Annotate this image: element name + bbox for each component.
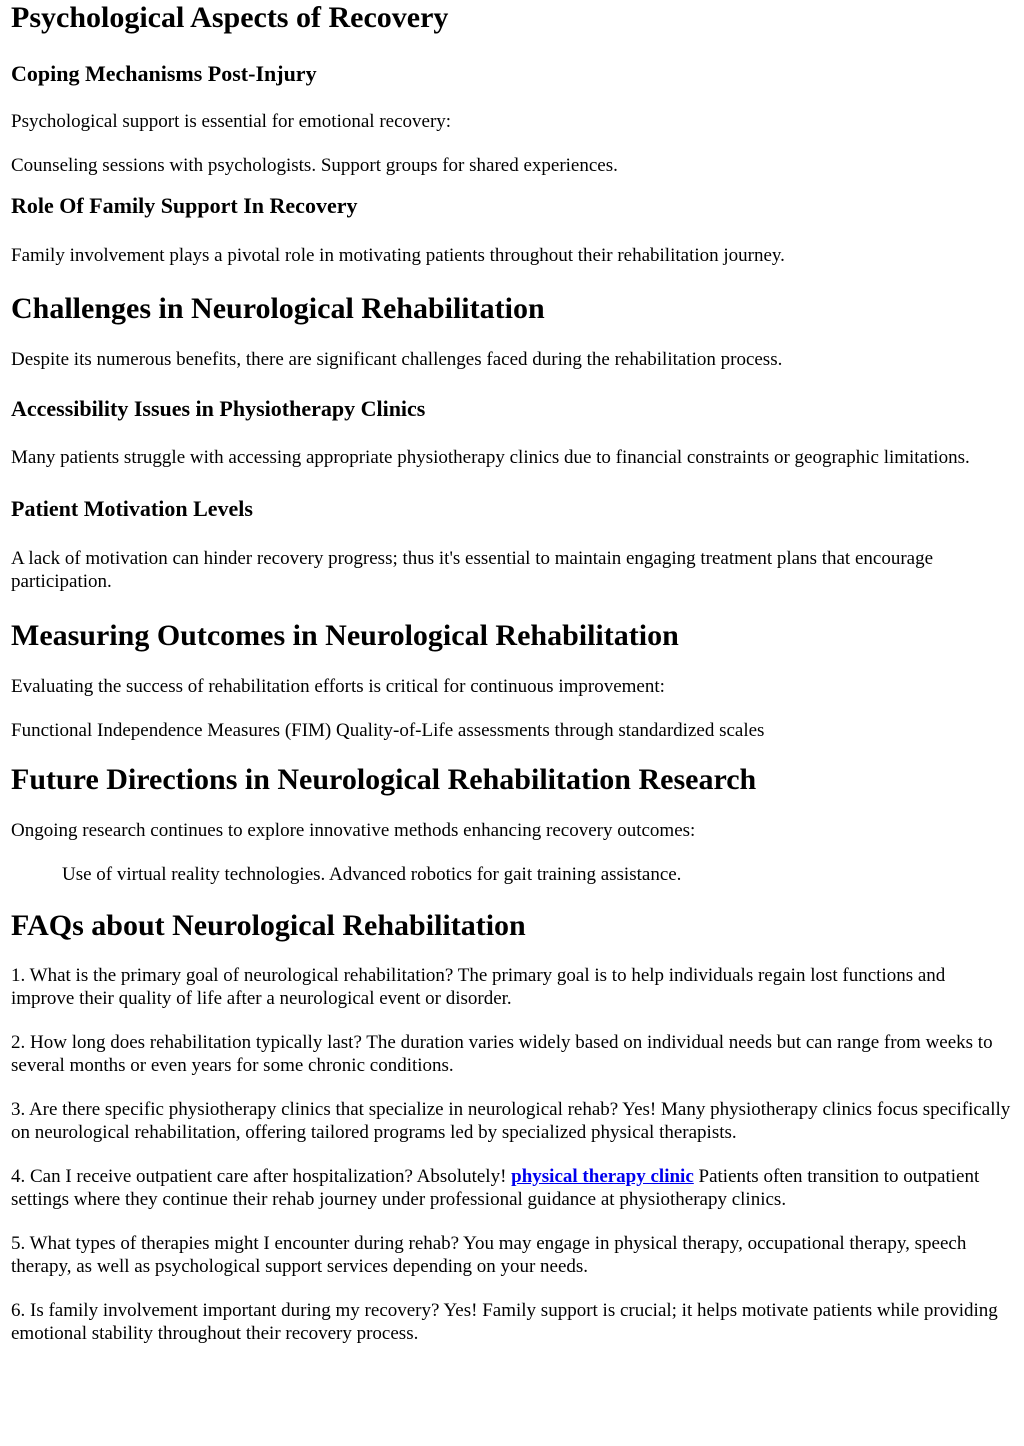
subheading-coping-mechanisms: Coping Mechanisms Post-Injury	[11, 61, 317, 86]
paragraph-family-support: Family involvement plays a pivotal role in motivating patients throughout their rehabilitation journey.	[11, 245, 785, 266]
heading-faqs: FAQs about Neurological Rehabilitation	[11, 909, 526, 942]
paragraph-challenges-intro: Despite its numerous benefits, there are significant challenges faced during the rehabilitation process.	[11, 349, 783, 370]
paragraph-outcomes-list: Functional Independence Measures (FIM) Quality-of-Life assessments through standardized scales	[11, 720, 765, 741]
heading-measuring-outcomes: Measuring Outcomes in Neurological Rehabilitation	[11, 619, 679, 652]
faq-item-3: 3. Are there specific physiotherapy clinics that specialize in neurological rehab? Yes! Many physiotherapy clinics focus specifically on neurological rehabilitation, offering tailored programs led by specialized physical therapists.	[11, 1099, 1011, 1143]
heading-challenges: Challenges in Neurological Rehabilitation	[11, 292, 545, 325]
subheading-accessibility: Accessibility Issues in Physiotherapy Clinics	[11, 396, 426, 421]
heading-psychological-aspects: Psychological Aspects of Recovery	[11, 1, 449, 34]
faq-item-5: 5. What types of therapies might I encounter during rehab? You may engage in physical therapy, occupational therapy, speech therapy, as well as psychological support services depending on your needs.	[11, 1233, 967, 1277]
paragraph-coping-list: Counseling sessions with psychologists. Support groups for shared experiences.	[11, 155, 618, 176]
paragraph-outcomes-intro: Evaluating the success of rehabilitation efforts is critical for continuous improvement:	[11, 676, 665, 697]
faq-item-6: 6. Is family involvement important during my recovery? Yes! Family support is crucial; it helps motivate patients while providing emotional stability throughout their recovery process.	[11, 1300, 998, 1344]
heading-future-directions: Future Directions in Neurological Rehabilitation Research	[11, 763, 757, 796]
faq-4-question: 4. Can I receive outpatient care after hospitalization? Absolutely!	[11, 1166, 507, 1187]
subheading-motivation: Patient Motivation Levels	[11, 496, 253, 521]
faq-4-answer: Patients often transition to outpatient settings where they continue their rehab journey under professional guidance at physiotherapy clinics.	[11, 1166, 980, 1210]
paragraph-accessibility: Many patients struggle with accessing appropriate physiotherapy clinics due to financial constraints or geographic limitations.	[11, 447, 970, 468]
faq-item-4	[11, 1165, 1013, 1211]
faq-item-2: 2. How long does rehabilitation typically last? The duration varies widely based on individual needs but can range from weeks to several months or even years for some chronic conditions.	[11, 1032, 993, 1076]
subheading-family-support: Role Of Family Support In Recovery	[11, 193, 358, 218]
paragraph-future-list: Use of virtual reality technologies. Advanced robotics for gait training assistance.	[62, 864, 682, 885]
paragraph-future-intro: Ongoing research continues to explore innovative methods enhancing recovery outcomes:	[11, 820, 696, 841]
faq-item-1: 1. What is the primary goal of neurological rehabilitation? The primary goal is to help individuals regain lost functions and improve their quality of life after a neurological event or disorder.	[11, 965, 946, 1009]
paragraph-coping-intro: Psychological support is essential for emotional recovery:	[11, 111, 452, 132]
paragraph-motivation: A lack of motivation can hinder recovery progress; thus it's essential to maintain engaging treatment plans that encourage participation.	[11, 548, 934, 592]
physical-therapy-clinic-link[interactable]: physical therapy clinic	[511, 1166, 694, 1187]
